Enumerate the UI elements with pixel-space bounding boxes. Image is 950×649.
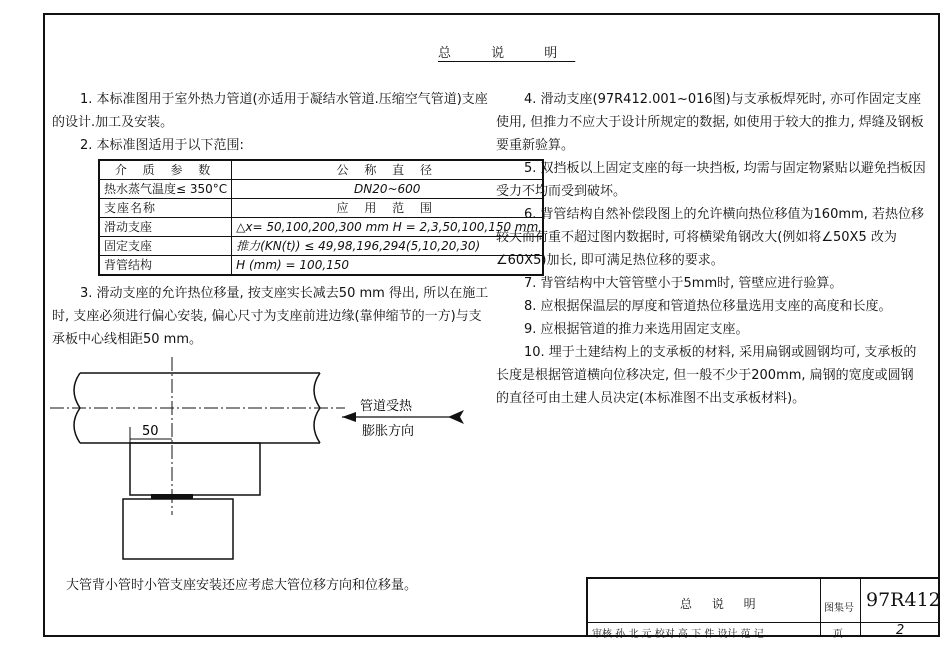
table-header-dn: 公 称 直 径	[232, 160, 544, 180]
arrow-label-2: 膨胀方向	[362, 424, 415, 439]
left-column	[52, 88, 539, 351]
title-block	[586, 577, 941, 640]
diagram-caption: 大管背小管时小管支座安装还应考虑大管位移方向和位移量。	[66, 578, 418, 593]
lower-structure	[123, 499, 233, 559]
table-cell: 固定支座	[99, 237, 232, 256]
table-medium: 热水蒸气温度≤ 350°C	[99, 180, 232, 199]
note-5: 5. 双挡板以上固定支座的每一块挡板, 均需与固定物紧贴以避免挡板因受力不均而受到破坏。	[496, 161, 926, 199]
note-10: 10. 埋于土建结构上的支承板的材料, 采用扁钢或圆钢均可, 支承板的长度是根据管道横向位移决定, 但一般不少于200mm, 扁钢的宽度或圆钢的直径可由土建人员决定(本标准图不出支承板材料)。	[496, 345, 917, 406]
table-cell: △x= 50,100,200,300 mm H = 2,3,50,100,150 mm	[232, 218, 544, 237]
table-cell: 推力(KN(t)) ≤ 49,98,196,294(5,10,20,30)	[232, 237, 544, 256]
table-header-name: 支座名称	[99, 199, 232, 218]
note-8: 8. 应根据保温层的厚度和管道热位移量选用支座的高度和长度。	[524, 299, 892, 314]
sliding-support	[130, 443, 260, 495]
atlas-label: 图集号	[824, 603, 854, 614]
dimension-label: 50	[142, 424, 159, 439]
divider	[588, 622, 940, 623]
divider	[820, 579, 821, 637]
table-cell: 背管结构	[99, 256, 232, 276]
table-header-range: 应 用 范 围	[232, 199, 544, 218]
page-title: 总 说 明	[438, 46, 576, 61]
table-cell: 滑动支座	[99, 218, 232, 237]
scope-table	[98, 159, 544, 276]
expansion-arrow-tail	[448, 410, 464, 424]
table-row	[99, 237, 543, 256]
divider	[860, 579, 861, 637]
note-6: 6. 背管结构自然补偿段图上的允许横向热位移值为160mm, 若热位移较大而荷重不超过图内数据时, 可将横梁角钢改大(例如将∠50X5 改为∠60X5)加长, 即可满足热位移的要求。	[496, 207, 924, 268]
right-column	[496, 88, 926, 410]
arrow-label-1: 管道受热	[360, 399, 413, 414]
table-dn: DN20~600	[232, 180, 544, 199]
page-number: 2	[896, 623, 905, 638]
note-7: 7. 背管结构中大管管壁小于5mm时, 管壁应进行验算。	[524, 276, 843, 291]
table-header-medium: 介 质 参 数	[99, 160, 232, 180]
table-cell: H (mm) = 100,150	[232, 256, 544, 276]
note-4: 4. 滑动支座(97R412.001~016图)与支承板焊死时, 亦可作固定支座使用, 但推力不应大于设计所规定的数据, 如使用于较大的推力, 焊缝及钢板要重新验算。	[496, 92, 924, 153]
expansion-arrow-head	[342, 412, 356, 422]
title-block-title: 总 说 明	[680, 597, 764, 611]
atlas-number: 97R412	[866, 589, 941, 611]
note-3: 3. 滑动支座的允许热位移量, 按支座实长减去50 mm 得出, 所以在施工时, 支座必须进行偏心安装, 偏心尺寸为支座前进边缘(靠伸缩节的一方)与支承板中心线相距50 mm。	[52, 286, 489, 347]
page-label: 页	[833, 629, 843, 640]
note-2: 2. 本标准图适用于以下范围:	[80, 138, 244, 153]
pipe-support-diagram	[50, 355, 490, 570]
signature-row: 审核 孙 北 元 校对 高 下 件 设计 范 记	[592, 629, 764, 640]
table-row	[99, 218, 543, 237]
note-1: 1. 本标准图用于室外热力管道(亦适用于凝结水管道.压缩空气管道)支座的设计.加工及安装。	[52, 92, 488, 130]
table-row	[99, 256, 543, 276]
note-9: 9. 应根据管道的推力来选用固定支座。	[524, 322, 749, 337]
